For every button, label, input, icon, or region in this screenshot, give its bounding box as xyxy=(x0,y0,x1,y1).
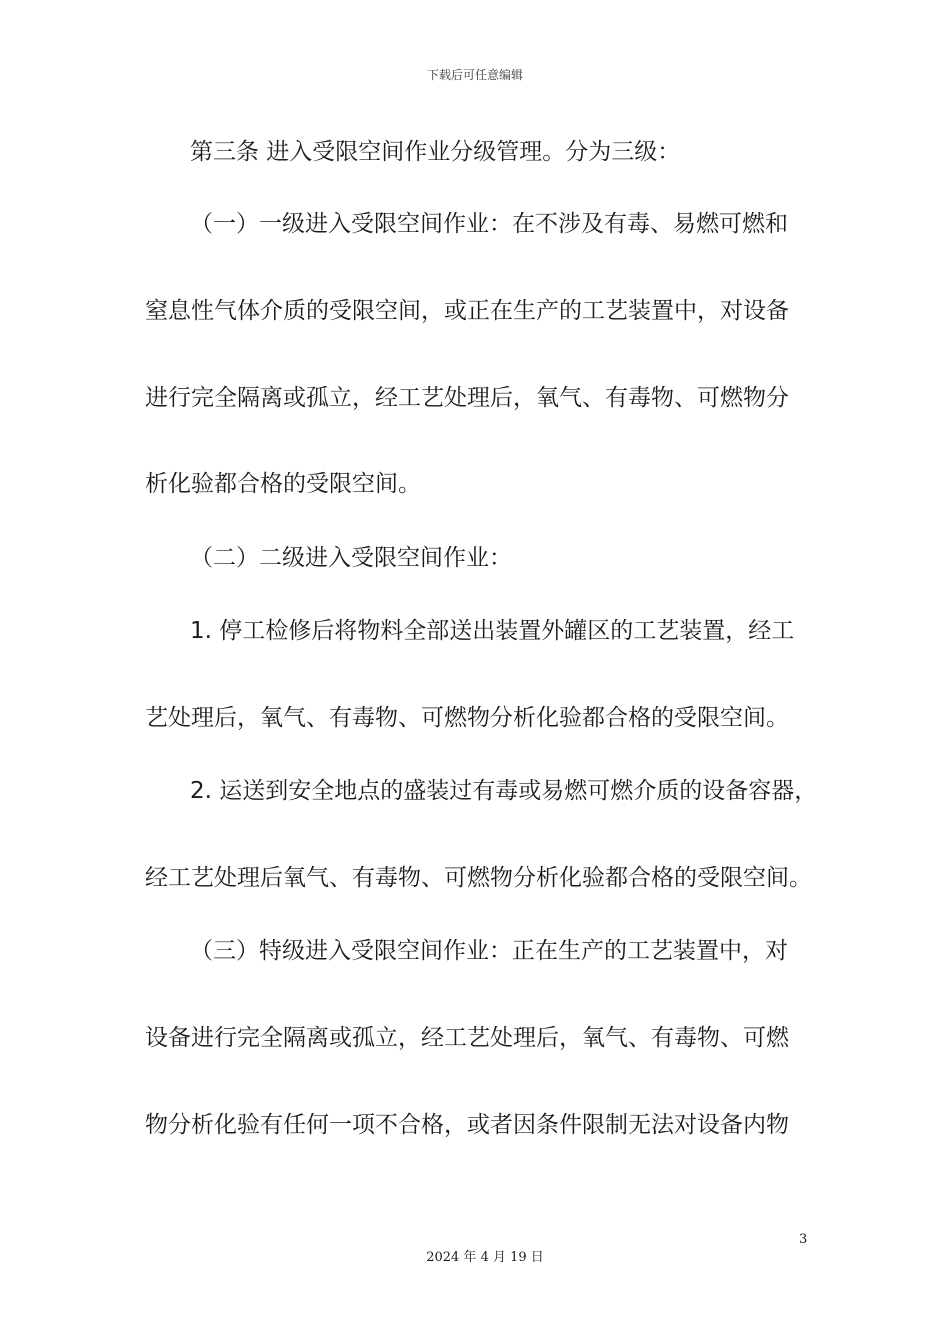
body-line: 第三条 进入受限空间作业分级管理。分为三级： xyxy=(190,139,681,165)
body-line: 进行完全隔离或孤立，经工艺处理后，氧气、有毒物、可燃物分 xyxy=(145,385,789,411)
body-line: 艺处理后，氧气、有毒物、可燃物分析化验都合格的受限空间。 xyxy=(145,705,789,731)
body-line: 1. 停工检修后将物料全部送出装置外罐区的工艺装置，经工 xyxy=(190,618,795,644)
body-line: 物分析化验有任何一项不合格，或者因条件限制无法对设备内物 xyxy=(145,1112,789,1138)
body-line: 设备进行完全隔离或孤立，经工艺处理后，氧气、有毒物、可燃 xyxy=(145,1025,789,1051)
body-line: 析化验都合格的受限空间。 xyxy=(145,471,421,497)
body-line: 窒息性气体介质的受限空间，或正在生产的工艺装置中，对设备 xyxy=(145,298,789,324)
page-number: 3 xyxy=(799,1232,808,1247)
footer-date: 2024 年 4 月 19 日 xyxy=(426,1250,544,1265)
body-line: （二）二级进入受限空间作业： xyxy=(190,545,512,571)
body-line: 经工艺处理后氧气、有毒物、可燃物分析化验都合格的受限空间。 xyxy=(145,865,812,891)
body-line: （三）特级进入受限空间作业：正在生产的工艺装置中，对 xyxy=(190,938,788,964)
body-line: 2. 运送到安全地点的盛装过有毒或易燃可燃介质的设备容器， xyxy=(190,778,818,804)
page-header: 下载后可任意编辑 xyxy=(426,68,523,82)
body-line: （一）一级进入受限空间作业：在不涉及有毒、易燃可燃和 xyxy=(190,211,788,237)
